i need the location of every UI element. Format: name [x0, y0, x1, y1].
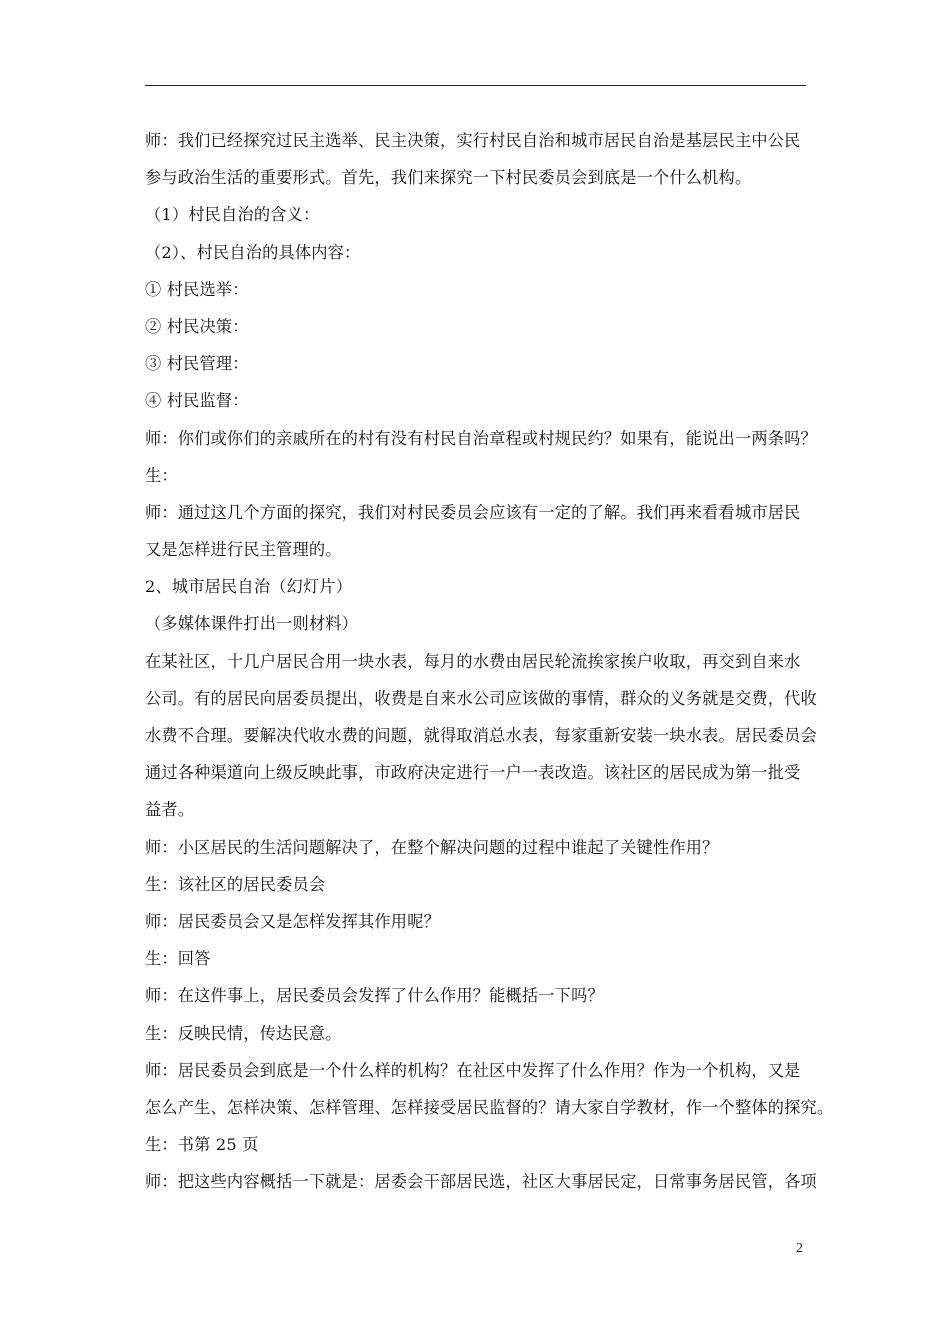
text-line: 师：在这件事上，居民委员会发挥了什么作用？能概括一下吗？: [145, 986, 604, 1006]
text-line: 在某社区，十几户居民合用一块水表，每月的水费由居民轮流挨家挨户收取，再交到自来水: [145, 651, 801, 671]
text-line: 通过各种渠道向上级反映此事，市政府决定进行一户一表改造。该社区的居民成为第一批受: [145, 763, 801, 783]
text-line: 生：该社区的居民委员会: [145, 874, 326, 894]
text-line: 师：通过这几个方面的探究，我们对村民委员会应该有一定的了解。我们再来看看城市居民: [145, 502, 801, 522]
text-line: 又是怎样进行民主管理的。: [145, 540, 342, 560]
text-line: 生：: [145, 465, 178, 485]
document-body: [145, 122, 834, 1200]
text-line: 益者。: [145, 800, 195, 820]
text-line: 师：把这些内容概括一下就是：居委会干部居民选，社区大事居民定，日常事务居民管，各项: [145, 1172, 817, 1192]
text-line: （1）村民自治的含义：: [145, 205, 320, 225]
text-line: 师：居民委员会又是怎样发挥其作用呢？: [145, 911, 440, 931]
text-line: 师：我们已经探究过民主选举、民主决策，实行村民自治和城市居民自治是基层民主中公民: [145, 131, 801, 150]
text-line: 参与政治生活的重要形式。首先，我们来探究一下村民委员会到底是一个什么机构。: [145, 168, 752, 188]
text-line: 生：反映民情，传达民意。: [145, 1023, 342, 1043]
text-line: ③ 村民管理：: [145, 354, 249, 374]
text-line: 师：居民委员会到底是一个什么样的机构？在社区中发挥了什么作用？作为一个机构，又是: [145, 1060, 801, 1080]
text-line: 水费不合理。要解决代收水费的问题，就得取消总水表，每家重新安装一块水表。居民委员会: [145, 726, 817, 745]
text-line: 生：书第 25 页: [145, 1135, 259, 1155]
text-line: 师：小区居民的生活问题解决了，在整个解决问题的过程中谁起了关键性作用？: [145, 837, 719, 857]
text-line: 公司。有的居民向居委员提出，收费是自来水公司应该做的事情，群众的义务就是交费，代收: [145, 688, 817, 708]
text-line: ① 村民选举：: [145, 279, 249, 299]
page-number: 2: [796, 1241, 803, 1256]
text-line: ② 村民决策：: [145, 316, 249, 336]
text-line: （多媒体课件打出一则材料）: [145, 614, 359, 634]
text-line: 2、城市居民自治（幻灯片）: [145, 577, 353, 597]
text-line: ④ 村民监督：: [145, 391, 249, 411]
text-line: 怎么产生、怎样决策、怎样管理、怎样接受居民监督的？请大家自学教材，作一个整体的探究。: [145, 1097, 834, 1117]
text-line: 生：回答: [145, 949, 211, 969]
header-rule: [145, 85, 806, 86]
text-line: （2）、村民自治的具体内容：: [145, 242, 361, 262]
text-line: 师：你们或你们的亲戚所在的村有没有村民自治章程或村规民约？如果有，能说出一两条吗？: [145, 428, 817, 448]
